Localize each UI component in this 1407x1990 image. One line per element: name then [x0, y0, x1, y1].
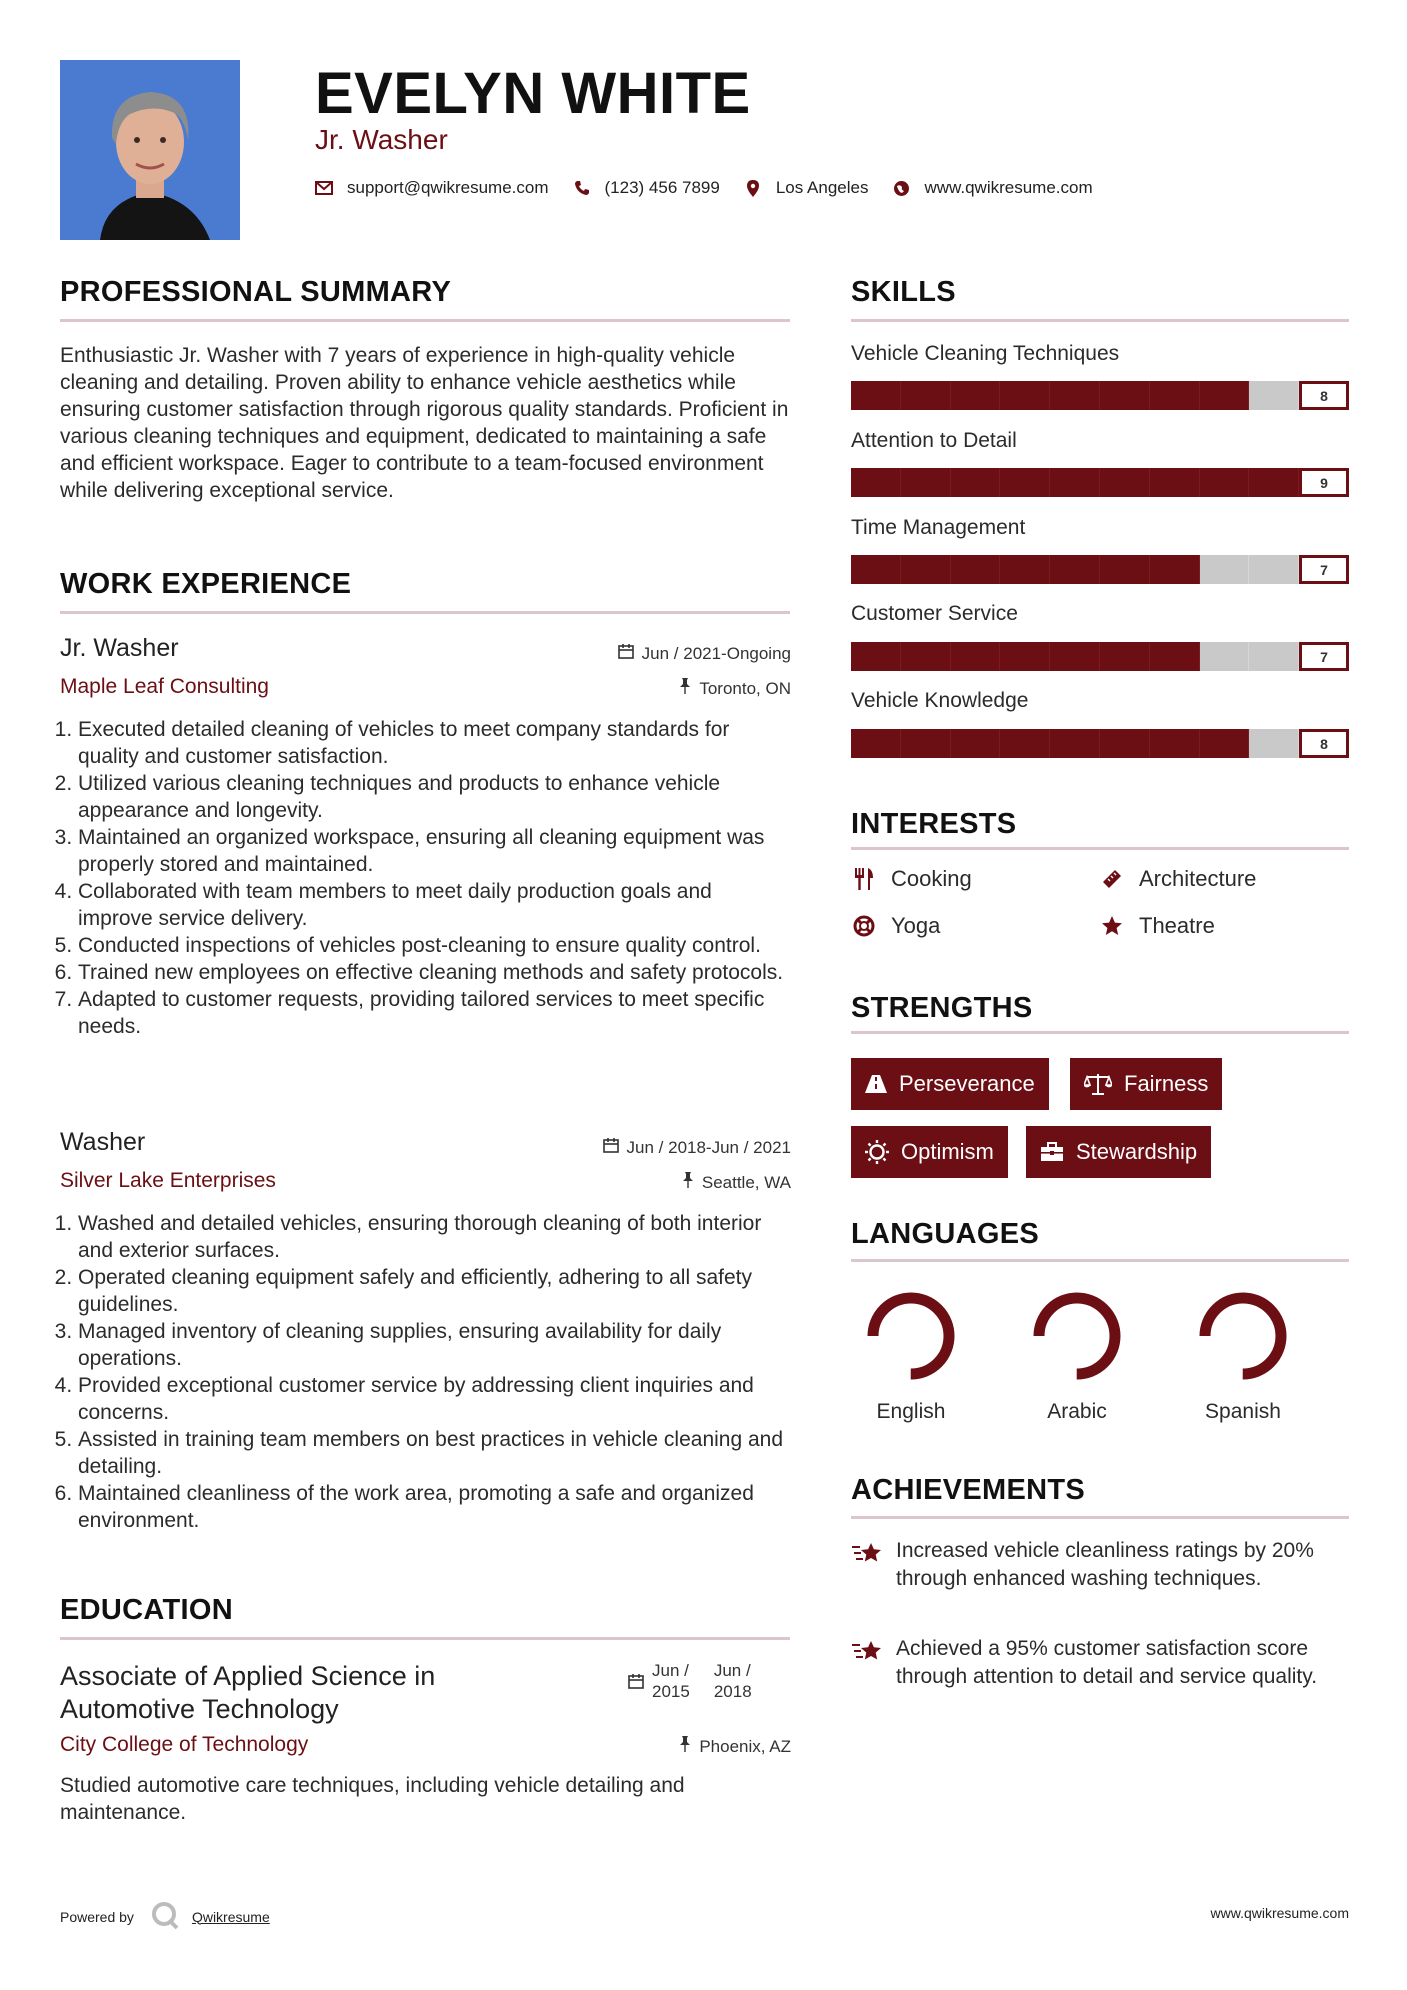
strength-badge-perseverance: [851, 1058, 1049, 1110]
interest-theatre: [1099, 913, 1215, 939]
star-award-icon: [851, 1635, 885, 1691]
skill-segment-filled: [1100, 555, 1150, 584]
summary-rule: [60, 319, 790, 322]
skill-segment-filled: [901, 555, 951, 584]
skill-segment-filled: [1100, 642, 1150, 671]
contact-bar: [315, 178, 1117, 198]
contact-website-text: www.qwikresume.com: [924, 178, 1093, 197]
strength-badge-fairness: [1070, 1058, 1222, 1110]
education-start: [652, 1660, 690, 1702]
skill-segment-filled: [851, 468, 901, 497]
skill-segment-filled: [1200, 468, 1250, 497]
star-icon: [1099, 915, 1125, 937]
job-location-text: Toronto, ON: [699, 678, 791, 698]
footer-url[interactable]: www.qwikresume.com: [1210, 1905, 1349, 1921]
strength-badge-optimism: [851, 1126, 1008, 1178]
skill-label: Customer Service: [851, 602, 1018, 625]
language-label: Spanish: [1205, 1400, 1281, 1423]
skill-bar: [851, 381, 1349, 410]
calendar-icon: [603, 1137, 619, 1158]
skill-label: Vehicle Knowledge: [851, 689, 1029, 712]
strength-label: Perseverance: [899, 1071, 1035, 1096]
job-dates-text: Jun / 2021-Ongoing: [641, 643, 791, 663]
job-location: [520, 678, 791, 699]
education-end: [714, 1660, 752, 1702]
list-item: 2. Operated cleaning equipment safely and efficiently, adhering to all safety guidelines.: [78, 1264, 790, 1318]
strengths-heading: STRENGTHS: [851, 992, 1033, 1024]
skill-segment-filled: [951, 729, 1001, 758]
skill-segment-filled: [1000, 642, 1050, 671]
skill-segment-filled: [1050, 468, 1100, 497]
skill-segment-filled: [901, 642, 951, 671]
skill-bar: [851, 729, 1349, 758]
language-label: Arabic: [1047, 1400, 1107, 1423]
list-item: 6. Trained new employees on effective cleaning methods and safety protocols.: [78, 959, 790, 986]
skill-segment-filled: [1000, 381, 1050, 410]
job-duties: [60, 1210, 790, 1534]
utensils-icon: [851, 868, 877, 890]
strength-badge-stewardship: [1026, 1126, 1211, 1178]
list-item: 1. Executed detailed cleaning of vehicles to meet company standards for quality and customer satisfaction.: [78, 716, 790, 770]
education-end-month: Jun /: [713, 1661, 751, 1680]
summary-text: Enthusiastic Jr. Washer with 7 years of experience in high-quality vehicle cleaning and detailing. Proven ability to enhance vehicle aesthetics while ensuring customer satisfaction through rigorous quality standards. Proficient in various cleaning techniques and equipment, dedicated to maintaining a safe and efficient workspace. Eager to contribute to a team-focused environment while delivering exceptional service.: [60, 344, 789, 502]
ruler-icon: [1099, 868, 1125, 890]
profile-photo: [60, 60, 240, 240]
skill-segment-filled: [901, 468, 951, 497]
skill-segment-filled: [901, 381, 951, 410]
interests-rule: [851, 847, 1349, 850]
strength-label: Fairness: [1124, 1071, 1209, 1096]
language-arc: [1205, 1298, 1281, 1374]
achievements-heading: ACHIEVEMENTS: [851, 1474, 1086, 1506]
road-icon: [865, 1075, 887, 1093]
list-item: 7. Adapted to customer requests, providing tailored services to meet specific needs.: [78, 986, 790, 1040]
skill-segment-empty: [1200, 555, 1250, 584]
calendar-icon: [618, 643, 634, 664]
achievement-text: Achieved a 95% customer satisfaction score through attention to detail and service quality.: [896, 1637, 1318, 1688]
skill-segment-filled: [1249, 468, 1299, 497]
list-item: 4. Provided exceptional customer service by addressing client inquiries and concerns.: [78, 1372, 790, 1426]
job-title: Jr. Washer: [60, 634, 179, 662]
interest-label: Cooking: [891, 866, 972, 891]
strength-label: Optimism: [901, 1139, 994, 1164]
experience-heading: WORK EXPERIENCE: [60, 568, 352, 600]
lifebuoy-icon: [851, 915, 877, 937]
briefcase-icon: [1040, 1142, 1064, 1162]
pushpin-icon: [679, 1736, 691, 1757]
interest-cooking: [851, 866, 972, 892]
skill-segment-filled: [1200, 729, 1250, 758]
job-dates: [520, 1137, 791, 1158]
skill-bar: [851, 642, 1349, 671]
skill-segment-filled: [951, 555, 1001, 584]
skill-segment-filled: [951, 381, 1001, 410]
skill-level: 9: [1299, 468, 1349, 497]
school-name: City College of Technology: [60, 1733, 309, 1756]
powered-by-label: Powered by: [60, 1908, 134, 1925]
education-location-text: Phoenix, AZ: [699, 1736, 791, 1756]
skill-segment-filled: [1150, 729, 1200, 758]
skill-segment-filled: [1050, 555, 1100, 584]
interest-label: Yoga: [891, 913, 941, 938]
skill-segment-filled: [901, 729, 951, 758]
education-dates: [628, 1660, 752, 1702]
skill-segment-empty: [1249, 642, 1299, 671]
map-pin-icon: [744, 180, 762, 197]
skill-label: Time Management: [851, 516, 1026, 539]
contact-phone-text: (123) 456 7899: [604, 178, 720, 197]
sun-icon: [865, 1140, 889, 1164]
job-location-text: Seattle, WA: [701, 1172, 791, 1192]
list-item: 6. Maintained cleanliness of the work area, promoting a safe and organized environment.: [78, 1480, 790, 1534]
skill-segment-filled: [1150, 381, 1200, 410]
skills-rule: [851, 319, 1349, 322]
achievement-item: [851, 1537, 1351, 1593]
envelope-icon: [315, 181, 333, 195]
language-ring: [861, 1286, 961, 1386]
skill-segment-empty: [1249, 729, 1299, 758]
skill-level: 7: [1299, 642, 1349, 671]
list-item: 4. Collaborated with team members to meet daily production goals and improve service delivery.: [78, 878, 790, 932]
footer-powered-by: [60, 1900, 270, 1933]
interests-heading: INTERESTS: [851, 808, 1017, 840]
skill-segment-filled: [1100, 729, 1150, 758]
skill-segment-filled: [1150, 642, 1200, 671]
contact-location-text: Los Angeles: [775, 178, 869, 197]
skill-segment-filled: [1050, 642, 1100, 671]
skill-label: Vehicle Cleaning Techniques: [851, 342, 1120, 365]
education-start-year: 2015: [652, 1682, 690, 1701]
language-spanish: [1183, 1286, 1303, 1424]
languages-rule: [851, 1259, 1349, 1262]
achievement-item: [851, 1635, 1351, 1691]
scales-icon: [1084, 1073, 1112, 1095]
education-rule: [60, 1637, 790, 1640]
skill-segment-filled: [1050, 729, 1100, 758]
list-item: 3. Maintained an organized workspace, ensuring all cleaning equipment was properly stored and maintained.: [78, 824, 790, 878]
skill-segment-filled: [1100, 468, 1150, 497]
language-ring: [1027, 1286, 1127, 1386]
skills-heading: SKILLS: [851, 276, 956, 308]
skill-segment-filled: [1000, 555, 1050, 584]
skill-label: Attention to Detail: [851, 429, 1017, 452]
language-arabic: [1017, 1286, 1137, 1424]
job-duties: [60, 716, 790, 1040]
list-item: 3. Managed inventory of cleaning supplies, ensuring availability for daily operations.: [78, 1318, 790, 1372]
star-award-icon: [851, 1537, 885, 1593]
contact-location: [744, 178, 869, 198]
job-location: [520, 1172, 791, 1193]
globe-icon: [892, 180, 910, 197]
candidate-title: Jr. Washer: [315, 124, 448, 155]
calendar-icon: [628, 1673, 644, 1689]
list-item: 2. Utilized various cleaning techniques and products to enhance vehicle appearance and longevity.: [78, 770, 790, 824]
skill-segment-empty: [1200, 642, 1250, 671]
experience-rule: [60, 611, 790, 614]
skill-bar: [851, 555, 1349, 584]
interest-label: Architecture: [1139, 866, 1257, 891]
education-description: Studied automotive care techniques, including vehicle detailing and maintenance.: [60, 1774, 685, 1824]
languages-heading: LANGUAGES: [851, 1218, 1039, 1250]
skill-segment-filled: [1200, 381, 1250, 410]
skill-level: 7: [1299, 555, 1349, 584]
contact-phone[interactable]: [573, 178, 720, 198]
skill-segment-filled: [851, 555, 901, 584]
achievement-text: Increased vehicle cleanliness ratings by 20% through enhanced washing techniques.: [896, 1539, 1314, 1590]
skill-level: 8: [1299, 729, 1349, 758]
qwikresume-link[interactable]: Qwikresume: [191, 1908, 270, 1925]
pushpin-icon: [682, 1172, 694, 1193]
skill-segment-filled: [951, 642, 1001, 671]
interest-yoga: [851, 913, 940, 939]
qwikresume-logo-icon: [150, 1900, 180, 1933]
phone-icon: [573, 180, 591, 196]
skill-segment-filled: [1050, 381, 1100, 410]
skill-segment-filled: [1150, 555, 1200, 584]
skill-segment-filled: [1000, 729, 1050, 758]
language-label: English: [876, 1400, 946, 1423]
language-arc: [1039, 1298, 1115, 1374]
job-company: Maple Leaf Consulting: [60, 675, 269, 698]
contact-email[interactable]: [315, 178, 549, 198]
education-start-month: Jun /: [652, 1661, 689, 1680]
degree-title: [60, 1660, 580, 1726]
skill-segment-filled: [1000, 468, 1050, 497]
degree-line-1: Associate of Applied Science in: [60, 1661, 436, 1691]
education-heading: EDUCATION: [60, 1594, 233, 1626]
skill-segment-filled: [1100, 381, 1150, 410]
job-title: Washer: [60, 1128, 146, 1156]
education-end-year: 2018: [713, 1682, 752, 1701]
candidate-name: EVELYN WHITE: [315, 61, 751, 126]
strengths-rule: [851, 1031, 1349, 1034]
language-english: [851, 1286, 971, 1424]
achievements-rule: [851, 1516, 1349, 1519]
skill-level: 8: [1299, 381, 1349, 410]
pushpin-icon: [679, 678, 691, 699]
skill-segment-empty: [1249, 381, 1299, 410]
interest-label: Theatre: [1139, 913, 1215, 938]
skill-segment-filled: [851, 642, 901, 671]
language-arc: [873, 1298, 949, 1374]
contact-email-text: support@qwikresume.com: [347, 178, 549, 197]
list-item: 5. Conducted inspections of vehicles post-cleaning to ensure quality control.: [78, 932, 790, 959]
skill-segment-filled: [1150, 468, 1200, 497]
interest-architecture: [1099, 866, 1256, 892]
skill-segment-filled: [851, 729, 901, 758]
skill-segment-filled: [951, 468, 1001, 497]
list-item: 1. Washed and detailed vehicles, ensuring thorough cleaning of both interior and exterior surfaces.: [78, 1210, 790, 1264]
skill-segment-empty: [1249, 555, 1299, 584]
skill-bar: [851, 468, 1349, 497]
job-dates-text: Jun / 2018-Jun / 2021: [626, 1137, 791, 1157]
contact-website[interactable]: [892, 178, 1092, 198]
job-company: Silver Lake Enterprises: [60, 1169, 276, 1192]
summary-heading: PROFESSIONAL SUMMARY: [60, 276, 452, 308]
degree-line-2: Automotive Technology: [60, 1694, 339, 1724]
education-location: [520, 1736, 791, 1757]
list-item: 5. Assisted in training team members on best practices in vehicle cleaning and detailing.: [78, 1426, 790, 1480]
language-ring: [1193, 1286, 1293, 1386]
skill-segment-filled: [851, 381, 901, 410]
strength-label: Stewardship: [1076, 1139, 1198, 1164]
job-dates: [520, 643, 791, 664]
